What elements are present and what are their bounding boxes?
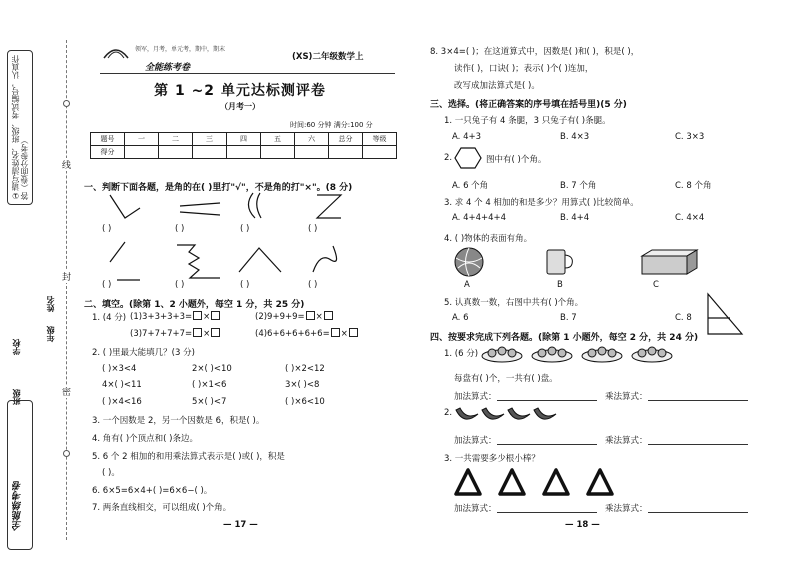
option[interactable]: A. 4+4+4+4 — [452, 213, 507, 223]
q1-expr: (3)7+7+7+7= — [130, 329, 193, 339]
triangle-count-figure — [706, 292, 746, 336]
triangle-icon — [500, 470, 524, 494]
q2-item[interactable]: ( )×4<16 — [102, 397, 142, 407]
plate-icon — [532, 347, 572, 362]
q1-expr: (2)9+9+9= — [255, 312, 305, 322]
answer-box[interactable] — [331, 328, 340, 337]
score-header: 一 — [125, 133, 159, 146]
score-cell[interactable] — [193, 146, 227, 159]
answer-box[interactable] — [193, 328, 202, 337]
sticks-figure — [454, 468, 624, 498]
exam-meta: 时间:60 分钟 满分:100 分 — [290, 121, 373, 129]
class-label: 班级 — [12, 389, 21, 405]
answer-box[interactable] — [211, 311, 220, 320]
banana-icon — [534, 408, 556, 419]
answer-line[interactable] — [497, 436, 597, 445]
score-cell[interactable] — [295, 146, 329, 159]
score-header: 题号 — [91, 133, 125, 146]
answer-box[interactable] — [211, 328, 220, 337]
add-label: 加法算式： — [454, 436, 497, 446]
option[interactable]: C. 4×4 — [675, 213, 705, 223]
q2-head: 2. ( )里最大能填几？(3 分) — [92, 348, 195, 358]
q1-expr: (4)6+6+6+6+6= — [255, 329, 330, 339]
problem-3-head: 3. 一共需要多少根小棒？ — [444, 454, 540, 464]
judge-answer[interactable]: ( ) — [102, 224, 112, 234]
cut-line — [66, 40, 67, 540]
score-cell[interactable] — [363, 146, 397, 159]
judge-answer[interactable]: ( ) — [175, 224, 185, 234]
q2-item[interactable]: 4×( )<11 — [102, 380, 142, 390]
score-cell[interactable] — [159, 146, 193, 159]
choice-2-num: 2. — [444, 153, 453, 163]
answer-line[interactable] — [497, 392, 597, 401]
answer-box[interactable] — [324, 311, 333, 320]
problem-2-head: 2. — [444, 408, 453, 418]
q1-item: (1)3+3+3+3= × — [130, 311, 221, 322]
option[interactable]: C. 3×3 — [675, 132, 705, 142]
sidebar-brand: 全能练考卷 — [13, 481, 24, 531]
triangle-icon — [456, 470, 480, 494]
mul-label: 乘法算式： — [605, 504, 648, 514]
page-18 — [430, 0, 790, 573]
mug-icon — [547, 250, 572, 274]
q1-item: (4)6+6+6+6+6= × — [255, 328, 359, 339]
choice-5: 5. 认真数一数，右图中共有( )个角。 — [444, 298, 584, 308]
grade-label: 年级 — [46, 326, 55, 342]
notice-box — [7, 50, 33, 205]
score-header: 三 — [193, 133, 227, 146]
triangle-icon — [544, 470, 568, 494]
answer-line[interactable] — [497, 504, 597, 513]
q1-expr: (1)3+3+3+3= — [130, 312, 193, 322]
judge-answer[interactable]: ( ) — [240, 280, 250, 290]
mul-label: 乘法算式： — [605, 392, 648, 402]
binding-sidebar — [6, 30, 55, 550]
judge-answer[interactable]: ( ) — [308, 280, 318, 290]
choice-1: 1. 一只兔子有 4 条腿，3 只兔子有( )条腿。 — [444, 116, 611, 126]
score-cell[interactable] — [329, 146, 363, 159]
add-label: 加法算式： — [454, 392, 497, 402]
option-label[interactable]: A — [464, 280, 470, 290]
q2-item[interactable]: ( )×3<4 — [102, 364, 137, 374]
name-label: 姓名 — [46, 296, 55, 312]
q5: 5. 6 个 2 相加的和用乘法算式表示是( )或( )，积是 — [92, 452, 285, 462]
score-header: 等级 — [363, 133, 397, 146]
option-label[interactable]: B — [557, 280, 563, 290]
page-subtitle: （月考一） — [220, 102, 260, 111]
cut-label-seal: 封 — [62, 270, 71, 283]
score-header: 二 — [159, 133, 193, 146]
choice-2: 图中有( )个角。 — [486, 155, 547, 165]
answer-box[interactable] — [193, 311, 202, 320]
q1-item: (3)7+7+7+7= × — [130, 328, 221, 339]
ball-icon — [455, 248, 483, 276]
q8-cont: 读作( )，口诀( )；表示( )个( )连加， — [454, 64, 594, 74]
box-icon — [642, 250, 697, 274]
object-figures — [452, 246, 722, 280]
publisher-logo — [102, 40, 130, 64]
answer-box[interactable] — [306, 311, 315, 320]
q3: 3. 一个因数是 2，另一个因数是 6，积是( )。 — [92, 416, 265, 426]
fruit-plates-figure — [482, 342, 692, 364]
angle-figures — [95, 190, 395, 285]
plate-icon — [632, 347, 672, 362]
score-table — [90, 132, 397, 159]
hexagon-figure — [454, 146, 482, 170]
header-subject: (XS)二年级数学上 — [292, 52, 364, 62]
section-2-heading: 二、填空。(除第 1、2 小题外，每空 1 分，共 25 分) — [84, 300, 305, 310]
problem-1-text: 每盘有( )个，一共有( )盘。 — [454, 374, 558, 384]
score-header: 总分 — [329, 133, 363, 146]
q2-item[interactable]: 3×( )<8 — [285, 380, 320, 390]
punch-hole — [63, 450, 70, 457]
add-label: 加法算式： — [454, 504, 497, 514]
q4: 4. 角有( )个顶点和( )条边。 — [92, 434, 198, 444]
banana-icon — [482, 408, 504, 419]
choice-3: 3. 求 4 个 4 相加的和是多少？用算式( )比较简单。 — [444, 198, 639, 208]
banana-icon — [508, 408, 530, 419]
score-cell[interactable] — [125, 146, 159, 159]
option[interactable]: B. 4+4 — [560, 213, 590, 223]
page-title: 第 1 ~2 单元达标测评卷 — [154, 83, 326, 99]
option[interactable]: A. 6 — [452, 313, 469, 323]
plate-icon — [482, 347, 522, 362]
notice-text: ①请写清姓名、班级、考试编号，认真作答（卷面分参考） — [11, 55, 29, 200]
option[interactable]: C. 8 — [675, 313, 692, 323]
q7: 7. 两条直线相交，可以组成( )个角。 — [92, 503, 232, 513]
banana-icon — [456, 408, 478, 419]
header-brand: 全能练考卷 — [145, 63, 191, 73]
q2-item[interactable]: 2×( )<10 — [192, 364, 232, 374]
cut-label-line: 线 — [62, 158, 71, 171]
option[interactable]: A. 4+3 — [452, 132, 482, 142]
sidebar-brand-box — [7, 400, 33, 550]
choice-4: 4. ( )物体的表面有角。 — [444, 234, 533, 244]
q2-item[interactable]: ( )×6<10 — [285, 397, 325, 407]
answer-line[interactable] — [648, 392, 748, 401]
header-tags: 领军，月考，单元考，期中，期末 — [135, 46, 226, 53]
q1-head: 1. (4 分) — [92, 313, 127, 323]
page-number: — 17 — — [223, 520, 258, 530]
q2-item[interactable]: ( )×2<12 — [285, 364, 325, 374]
answer-box[interactable] — [349, 328, 358, 337]
banana-figure — [454, 404, 564, 428]
answer-line[interactable] — [648, 436, 748, 445]
page-17 — [80, 0, 400, 573]
q2-item[interactable]: ( )×1<6 — [192, 380, 227, 390]
judge-answer[interactable]: ( ) — [175, 280, 185, 290]
section-3-heading: 三、选择。(将正确答案的序号填在括号里)(5 分) — [430, 100, 627, 110]
punch-hole — [63, 100, 70, 107]
q8-cont: 改写成加法算式是( )。 — [454, 81, 540, 91]
score-cell: 得分 — [91, 146, 125, 159]
option[interactable]: B. 7 — [560, 313, 577, 323]
answer-line[interactable] — [648, 504, 748, 513]
triangle-icon — [588, 470, 612, 494]
page-number: — 18 — — [565, 520, 600, 530]
judge-answer[interactable]: ( ) — [102, 280, 112, 290]
cut-label-secret: 密 — [62, 385, 71, 398]
score-header: 四 — [227, 133, 261, 146]
score-cell[interactable] — [261, 146, 295, 159]
school-label: 学校 — [12, 339, 21, 355]
plate-icon — [582, 347, 622, 362]
q5-cont: ( )。 — [102, 468, 120, 478]
judge-answer[interactable]: ( ) — [308, 224, 318, 234]
option[interactable]: C. 8 个角 — [675, 181, 712, 191]
header-rule — [100, 73, 395, 74]
mul-label: 乘法算式： — [605, 436, 648, 446]
score-header: 六 — [295, 133, 329, 146]
judge-answer[interactable]: ( ) — [240, 224, 250, 234]
option-label[interactable]: C — [653, 280, 659, 290]
option[interactable]: B. 7 个角 — [560, 181, 597, 191]
option[interactable]: B. 4×3 — [560, 132, 590, 142]
problem-1-head: 1. (6 分) — [444, 349, 479, 359]
q8: 8. 3×4=( )；在这道算式中，因数是( )和( )，积是( )， — [430, 47, 640, 57]
section-4-heading: 四、按要求完成下列各题。(除第 1 小题外，每空 2 分，共 24 分) — [430, 333, 699, 343]
option[interactable]: A. 6 个角 — [452, 181, 489, 191]
q1-item: (2)9+9+9= × — [255, 311, 334, 322]
section-1-heading: 一、判断下面各题，是角的在( )里打"√"，不是角的打"×"。(8 分) — [84, 183, 353, 193]
q2-item[interactable]: 5×( )<7 — [192, 397, 227, 407]
score-cell[interactable] — [227, 146, 261, 159]
score-header: 五 — [261, 133, 295, 146]
q6: 6. 6×5=6×4+( )=6×6−( )。 — [92, 486, 213, 496]
